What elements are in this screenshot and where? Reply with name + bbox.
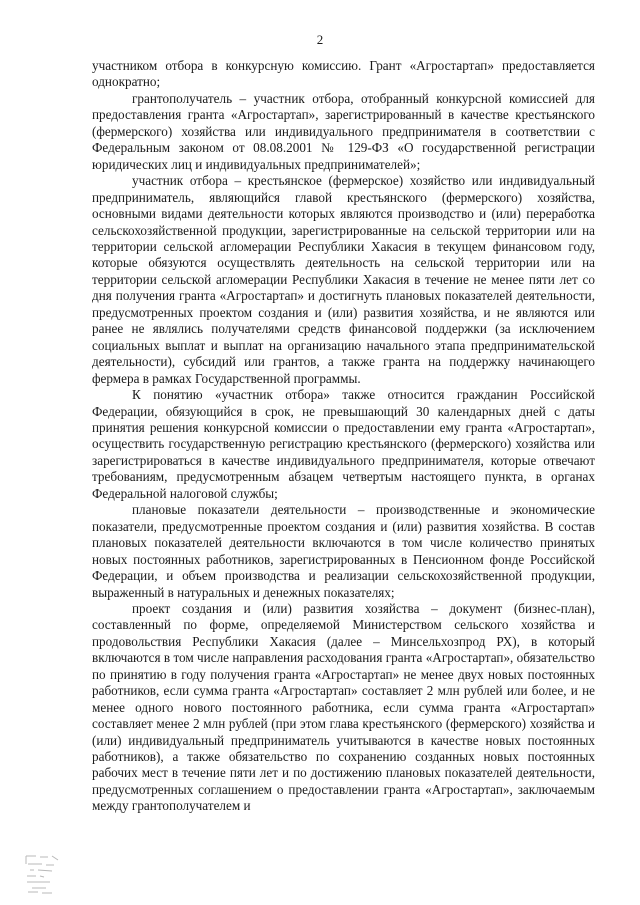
paragraph-citizen-participant: К понятию «участник отбора» также относится гражданин Российской Федерации, обязующийся в срок, не превышающий 30 календарных дней с даты принятия решения конкурсной комиссии о предоставлении ему гранта «Агростартап», осуществить государственную регистрацию крестьянского (фермерского) хозяйства или зарегистрироваться в качестве индивидуального предпринимателя, которые отвечают требованиям, предусмотренным абзацем четвертым настоящего пункта, в органах Федеральной налоговой службы; bbox=[92, 387, 595, 501]
paragraph-planned-indicators: плановые показатели деятельности – производственные и экономические показатели, предусмотренные проектом создания и (или) развития хозяйства. В состав плановых показателей деятельности включаются в том числе количество принятых новых постоянных работников, зарегистрированных в Пенсионном фонде Российской Федерации, и объем производства и реализации сельскохозяйственной продукции, выраженный в натуральных и денежных показателях; bbox=[92, 502, 595, 600]
faint-stamp-mark bbox=[22, 852, 62, 896]
paragraph-business-plan: проект создания и (или) развития хозяйства – документ (бизнес-план), составленный по форме, определяемой Министерством сельского хозяйства и продовольствия Республики Хакасия (далее – Минсельхозпрод РХ), в который включаются в том числе направления расходования гранта «Агростартап», обязательство по принятию в году получения гранта «Агростартап» не менее двух новых постоянных работников, если сумма гранта «Агростартап» составляет 2 млн рублей или более, и не менее одного нового постоянного работника, если сумма гранта «Агростартап» составляет менее 2 млн рублей (при этом глава крестьянского (фермерского) хозяйства и (или) индивидуальный предприниматель учитываются в качестве новых постоянных работников), а также обязательство по сохранению созданных новых постоянных рабочих мест в течение пяти лет и по достижению плановых показателей деятельности, предусмотренных соглашением о предоставлении гранта «Агростартап», заключаемым между грантополучателем и bbox=[92, 600, 595, 814]
paragraph-continuation: участником отбора в конкурсную комиссию. Грант «Агростартап» предоставляется однократно; bbox=[92, 58, 595, 90]
paragraph-grant-recipient: грантополучатель – участник отбора, отобранный конкурсной комиссией для предоставления гранта «Агростартап», зарегистрированный в качестве крестьянского (фермерского) хозяйства или индивидуального предпринимателя в соответствии с Федеральным законом от 08.08.2001 № 129-ФЗ «О государственной регистрации юридических лиц и индивидуальных предпринимателей»; bbox=[92, 90, 595, 172]
page-number: 2 bbox=[316, 32, 324, 47]
document-body bbox=[92, 58, 595, 815]
paragraph-selection-participant: участник отбора – крестьянское (фермерское) хозяйство или индивидуальный предприниматель, являющийся главой крестьянского (фермерского) хозяйства, основными видами деятельности которых являются производство и (или) переработка сельскохозяйственной продукции, зарегистрированные на сельской территории или на территории сельской агломерации Республики Хакасия в текущем финансовом году, которые обязуются осуществлять деятельность на сельской территории или на территории сельской агломерации Республики Хакасия в течение не менее пяти лет со дня получения гранта «Агростартап» и достигнуть плановых показателей деятельности, предусмотренных проектом создания и (или) развития хозяйства, и не являются или ранее не являлись получателями средств финансовой поддержки (за исключением социальных выплат и выплат на организацию начального этапа предпринимательской деятельности), субсидий или грантов, а также гранта на поддержку начинающего фермера в рамках Государственной программы. bbox=[92, 173, 595, 386]
